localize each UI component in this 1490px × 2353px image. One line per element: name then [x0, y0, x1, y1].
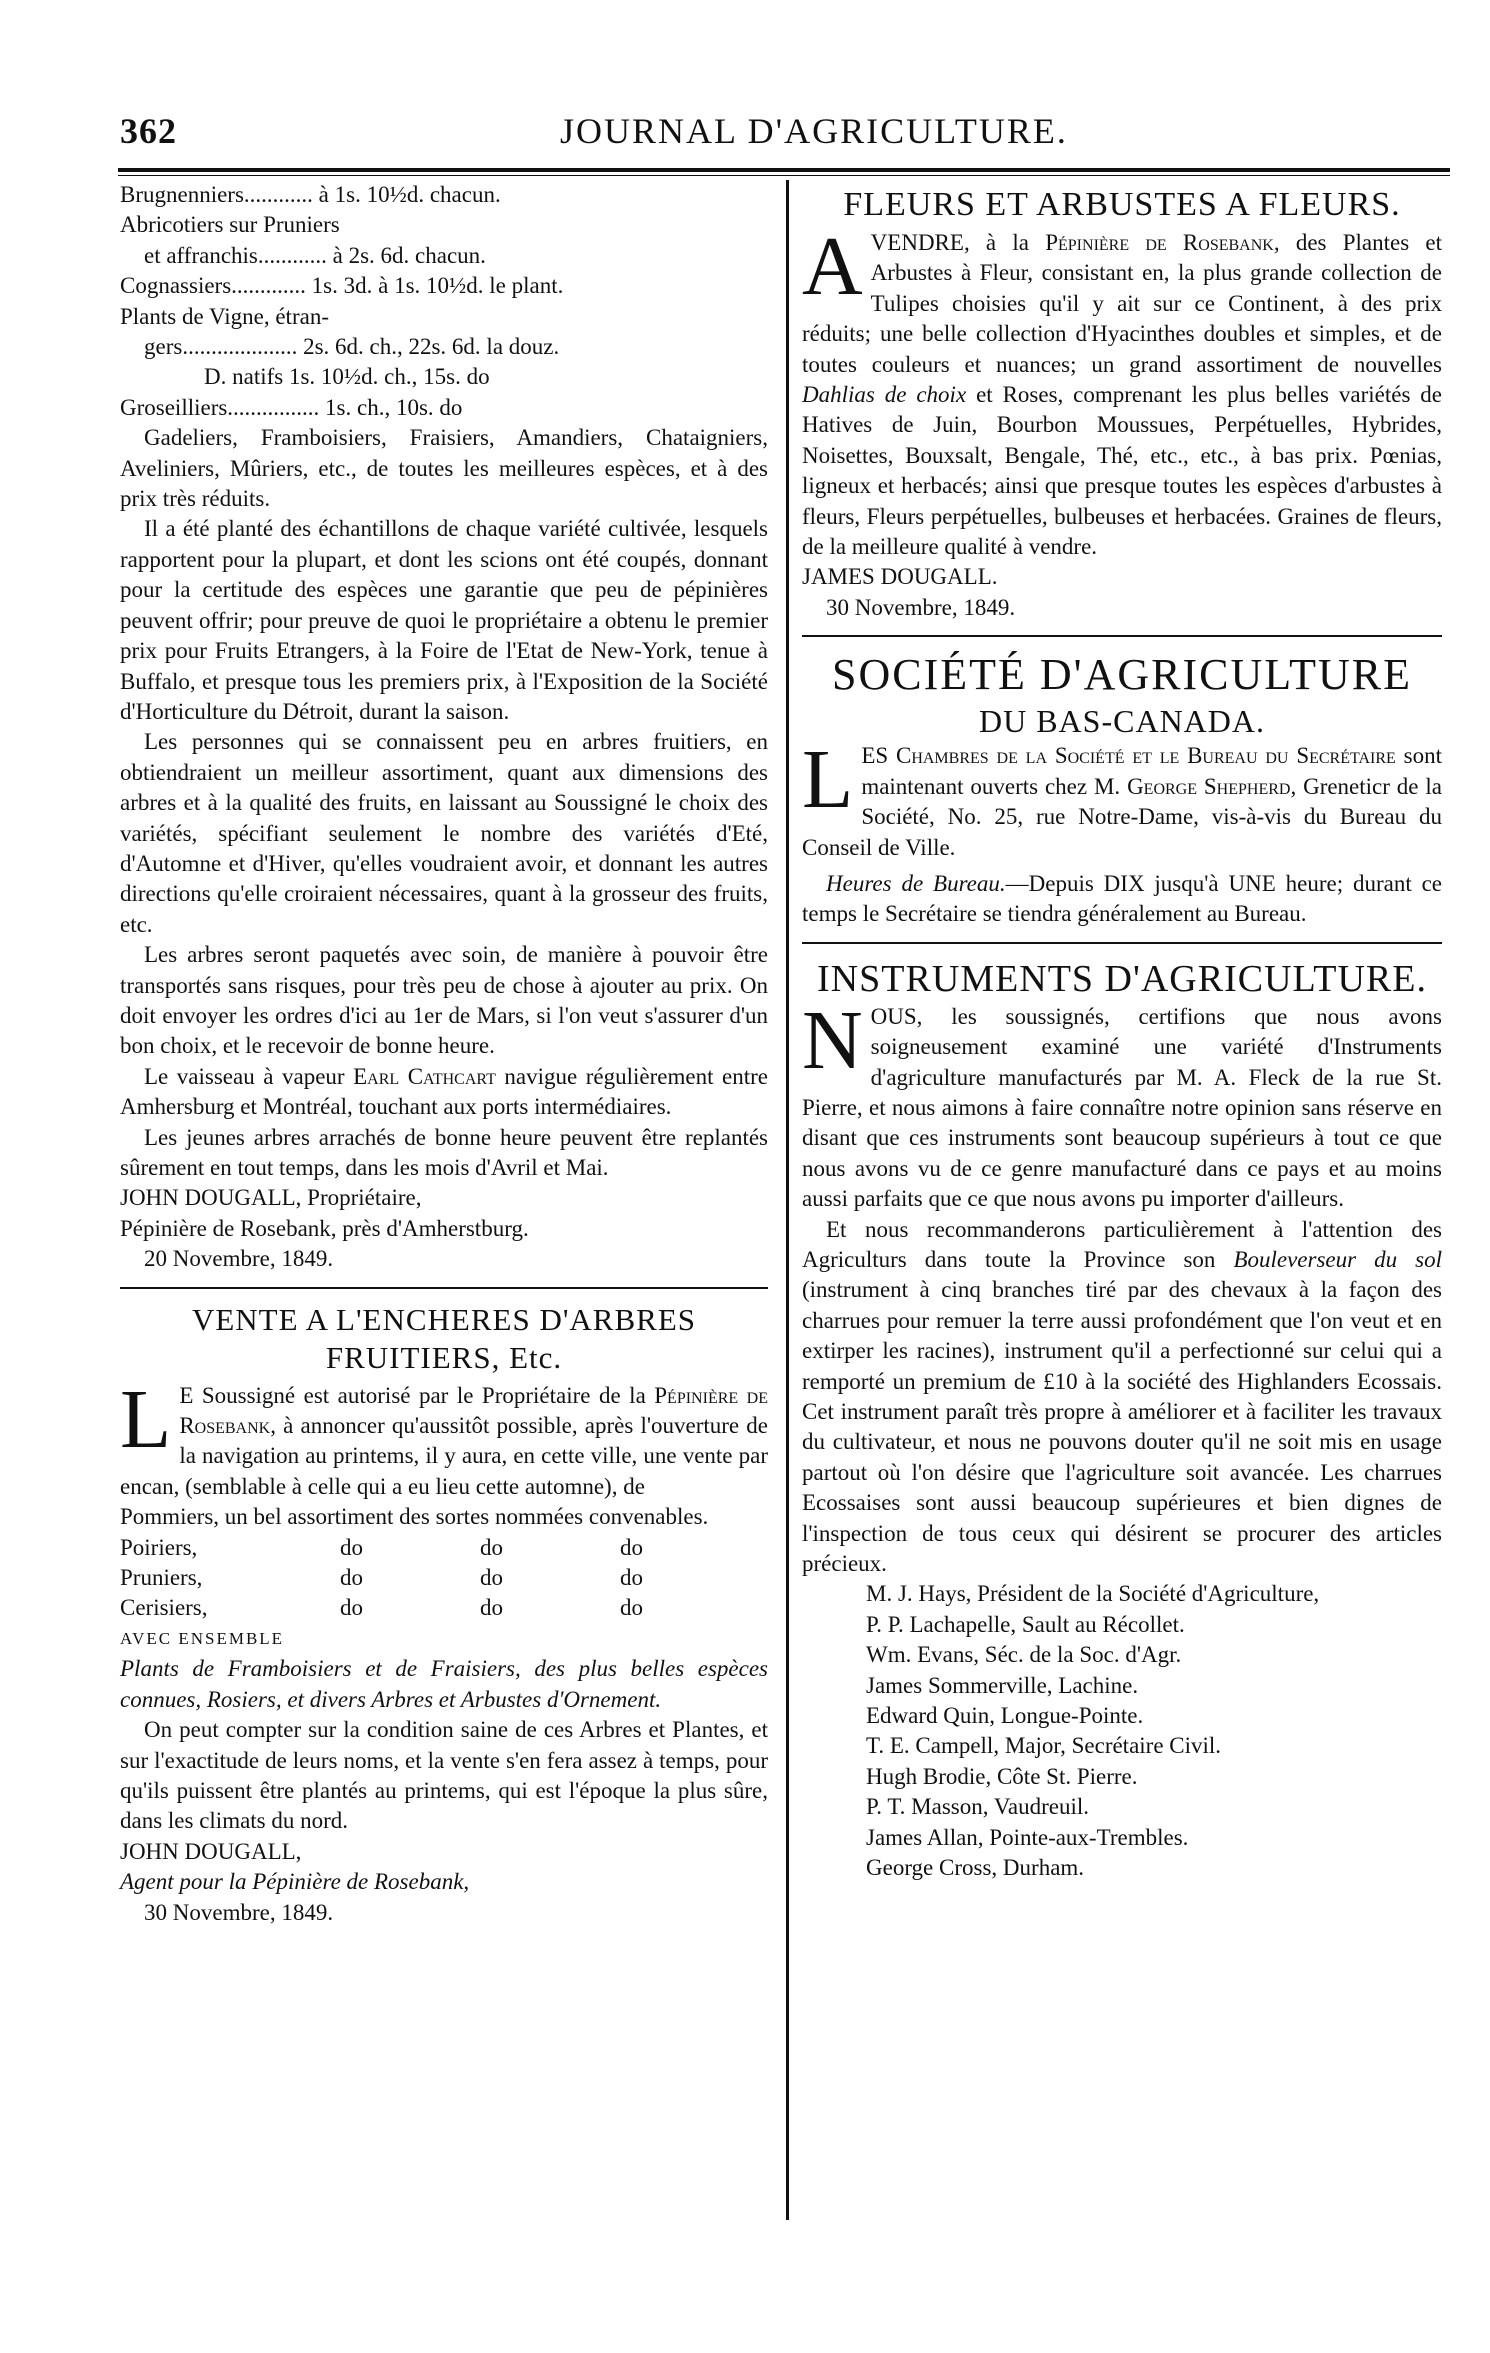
price-line: Abricotiers sur Pruniers	[120, 212, 340, 238]
signatory: George Cross, Durham.	[866, 1855, 1085, 1881]
paragraph	[120, 1372, 768, 1503]
nursery-name: Pépinière de Rosebank	[179, 1382, 768, 1439]
paragraph: Les jeunes arbres arrachés de bonne heure peuvent être replantés sûrement en tout temps, dans les mois d'Avril et Mai.	[120, 1124, 768, 1180]
table-cell: Poiriers,	[120, 1534, 198, 1560]
signature-location: Pépinière de Rosebank, près d'Amherstburg.	[120, 1215, 529, 1241]
person-name: George Shepherd	[1127, 773, 1291, 799]
instruments-heading: INSTRUMENTS D'AGRICULTURE.	[817, 957, 1427, 1000]
ship-name: Earl Cathcart	[353, 1063, 496, 1089]
text-run: et Roses, comprenant les plus belles variétés de Hatives de Juin, Bourbon Moussues, Perpétuelles, Hybrides, Noisettes, Bouxsalt, Bengale, Thé, etc., etc., à bas prix. Pœnias, ligneux et herbacés; ainsi que presque toutes les espèces d'arbustes à fleurs, Fleurs perpétuelles, bulbeuses et herbacées. Graines de fleurs, de la meilleure qualité à vendre.	[802, 382, 1442, 560]
signatory: James Allan, Pointe-aux-Trembles.	[866, 1824, 1189, 1850]
text-run: (instrument à cinq branches tiré par des chevaux à la façon des charrues pour remuer la terre aussi profondément que l'on veut et en extirper les racines), instrument qu'il a perfectionné sur celui qui a remporté un premium de £10 à la société des Highlanders Ecossais. Cet instrument paraît très propre à améliorer et à faciliter les travaux du cultivateur, et nous ne pouvons douter qu'il ne soit mis en usage partout où l'on désire que l'agriculture soit avancée. Les charrues Ecossaises sont aussi beaucoup supérieures et bien dignes de l'inspection de tous ceux qui désirent se procurer des articles précieux.	[802, 1277, 1442, 1577]
header-rule-thin	[118, 175, 1450, 176]
text-run: —Depuis DIX jusqu'à UNE heure; durant ce temps le Secrétaire se tiendra généralement au Bureau.	[802, 870, 1442, 927]
table-cell: do	[340, 1565, 363, 1591]
paragraph	[802, 220, 1442, 562]
table-row	[120, 1593, 768, 1623]
text-run: navigue régulièrement entre Amhersburg et Montréal, touchant aux ports intermédiaires.	[120, 1063, 768, 1120]
section-rule	[802, 942, 1442, 944]
drop-cap: N	[802, 993, 863, 1087]
date: 30 Novembre, 1849.	[144, 1899, 334, 1925]
section-rule	[120, 1287, 768, 1289]
table-cell: do	[620, 1534, 643, 1560]
drop-cap: A	[802, 220, 863, 313]
signatory: Wm. Evans, Séc. de la Soc. d'Agr.	[866, 1642, 1182, 1668]
page-header	[120, 110, 1450, 160]
paragraph: On peut compter sur la condition saine de ces Arbres et Plantes, et sur l'exactitude de leurs noms, et la vente s'en fera assez à temps, pour qu'ils puissent être plantés au printems, qui est l'époque la plus sûre, dans les climats du nord.	[120, 1717, 768, 1834]
price-line: D. natifs 1s. 10½d. ch., 15s. do	[204, 364, 490, 390]
signatory: Edward Quin, Longue-Pointe.	[866, 1703, 1144, 1729]
paragraph: Gadeliers, Framboisiers, Fraisiers, Amandiers, Chataigniers, Aveliniers, Mûriers, etc., de toutes les meilleures espèces, et à des prix très réduits.	[120, 425, 768, 512]
text-run: , Greneticr de la Société, No. 25, rue Notre-Dame, vis-à-vis du Bureau du Conseil de Ville.	[802, 773, 1442, 860]
price-line: et affranchis............ à 2s. 6d. chacun.	[144, 242, 486, 268]
paragraph: Les arbres seront paquetés avec soin, de manière à pouvoir être transportés sans risques, pour très peu de chose à ajouter au prix. On doit envoyer les ordres d'ici au 1er de Mars, si l'on veut s'assurer d'un bon choix, et le recevoir de bonne heure.	[120, 942, 768, 1059]
text-run: ES Chambres de la Société et le Bureau du Secrétaire	[861, 743, 1396, 769]
drop-cap: L	[120, 1372, 172, 1466]
signatory: James Sommerville, Lachine.	[866, 1672, 1139, 1698]
column-divider	[786, 180, 789, 2220]
table-row	[120, 1563, 768, 1593]
table-cell: Cerisiers,	[120, 1595, 208, 1621]
paragraph	[802, 993, 1442, 1215]
date: 20 Novembre, 1849.	[144, 1246, 334, 1272]
fleurs-heading: FLEURS ET ARBUSTES A FLEURS.	[843, 186, 1401, 223]
section-rule	[802, 635, 1442, 637]
paragraph	[802, 1215, 1442, 1580]
price-list	[120, 180, 768, 423]
paragraph: Les personnes qui se connaissent peu en arbres fruitiers, en obtiendraient un meilleur assortiment, quant aux dimensions des arbres et à la qualité des fruits, en laissant au Soussigné le choix des variétés, spécifiant seulement le nombre des variétés d'Eté, d'Automne et d'Hiver, qu'elles voudraient avoir, et donnant les autres directions qu'elle croiraient nécessaires, quant à la grosseur des fruits, etc.	[120, 729, 768, 937]
table-cell: do	[340, 1534, 363, 1560]
text-run: , à annoncer qu'aussitôt possible, après l'ouverture de la navigation au printems, il y aura, en cette ville, une vente par encan, (semblable à celle qui a eu lieu cette automne), de	[120, 1413, 768, 1499]
paragraph	[802, 733, 1443, 863]
drop-cap: L	[802, 733, 854, 827]
plants-list: Plants de Framboisiers et de Fraisiers, des plus belles espèces connues, Rosiers, et divers Arbres et Arbustes d'Ornement.	[120, 1656, 768, 1712]
table-cell: do	[620, 1565, 643, 1591]
signatory: P. T. Masson, Vaudreuil.	[866, 1794, 1089, 1820]
nursery-name: Pépinière de Rosebank	[1045, 230, 1274, 255]
signatory: M. J. Hays, Président de la Société d'Agriculture,	[866, 1581, 1320, 1607]
price-line: Plants de Vigne, étran-	[120, 303, 329, 329]
vente-heading: VENTE A L'ENCHERES D'ARBRES FRUITIERS, Etc.	[191, 1301, 697, 1375]
right-column	[802, 180, 1442, 1884]
text-run: OUS, les soussignés, certifions que nous avons soigneusement examiné une variété d'Instruments d'agriculture manufacturés par M. A. Fleck de la rue St. Pierre, et nous aimons à faire connaître notre opinion sans réserve en disant que ces instruments sont beaucoup supérieurs à tout ce que nous avons vu de ce genre manufacturé dans ce pays et au moins aussi parfaits que ce que nous avons pu importer d'ailleurs.	[802, 1003, 1442, 1212]
paragraph	[802, 869, 1442, 930]
signature: JAMES DOUGALL.	[802, 564, 998, 590]
table-cell: do	[620, 1595, 643, 1621]
avec-ensemble: AVEC ENSEMBLE	[120, 1628, 285, 1648]
text-run: Et nous recommanderons particulièrement à l'attention des Agriculturs dans toute la Province son	[802, 1216, 1442, 1272]
signature-role: Agent pour la Pépinière de Rosebank,	[120, 1869, 470, 1895]
text-run: Le vaisseau à vapeur	[144, 1063, 354, 1089]
signatory: P. P. Lachapelle, Sault au Récollet.	[866, 1611, 1185, 1637]
paragraph: Il a été planté des échantillons de chaque variété cultivée, lesquels rapportent pour la plupart, et dont les scions ont été coupés, donnant pour la certitude des espèces une garantie que peu de pépinières peuvent offrir; pour preuve de quoi le propriétaire a obtenu le premier prix pour Fruits Etrangers, à la Foire de l'Etat de New-York, tenue à Buffalo, et presque tous les premiers prix, à l'Exposition de la Société d'Horticulture du Détroit, durant la saison.	[120, 516, 768, 724]
signatories	[802, 1579, 1442, 1883]
price-line: Cognassiers............. 1s. 3d. à 1s. 10½d. le plant.	[120, 273, 564, 299]
tool-name: Bouleverseur du sol	[1233, 1246, 1442, 1272]
page-number: 362	[120, 111, 177, 151]
price-line: Brugnenniers............ à 1s. 10½d. chacun.	[120, 182, 501, 207]
text-run: , des Plantes et Arbustes à Fleur, consistant en, la plus grande collection de Tulipes choisies qu'il y ait sur ce Continent, à des prix réduits; une belle collection d'Hyacinthes doubles et simples, et de toutes couleurs et nuances; un grand assortiment de nouvelles	[802, 230, 1442, 377]
header-rule	[118, 168, 1450, 172]
table-cell: do	[340, 1595, 363, 1621]
signatory: Hugh Brodie, Côte St. Pierre.	[866, 1763, 1138, 1789]
table-cell: do	[480, 1595, 503, 1621]
paragraph	[120, 1062, 768, 1123]
paragraph: Pommiers, un bel assortiment des sortes nommées convenables.	[120, 1504, 709, 1530]
table-cell: do	[480, 1565, 503, 1591]
signature: JOHN DOUGALL,	[120, 1838, 302, 1864]
price-line: gers.................... 2s. 6d. ch., 22s. 6d. la douz.	[144, 334, 560, 360]
text-run: VENDRE, à la	[870, 230, 1046, 255]
dahlias: Dahlias de choix	[802, 382, 967, 408]
journal-title: JOURNAL D'AGRICULTURE.	[560, 111, 1068, 151]
table-cell: Pruniers,	[120, 1565, 203, 1591]
table-row	[120, 1533, 768, 1563]
office-hours-label: Heures de Bureau.	[826, 870, 1006, 896]
text-run: E Soussigné est autorisé par le Propriétaire de la	[179, 1382, 655, 1408]
text-run: sont maintenant ouverts chez M.	[861, 743, 1443, 799]
table-cell: do	[480, 1534, 503, 1560]
societe-heading: SOCIÉTÉ D'AGRICULTURE	[832, 650, 1412, 700]
signature: JOHN DOUGALL, Propriétaire,	[120, 1185, 422, 1211]
date: 30 Novembre, 1849.	[826, 594, 1016, 620]
vente-table	[120, 1533, 768, 1624]
price-line: Groseilliers................ 1s. ch., 10s. do	[120, 394, 463, 420]
societe-subheading: DU BAS-CANADA.	[978, 703, 1265, 740]
left-column	[120, 180, 768, 1928]
signatory: T. E. Campell, Major, Secrétaire Civil.	[866, 1733, 1222, 1759]
